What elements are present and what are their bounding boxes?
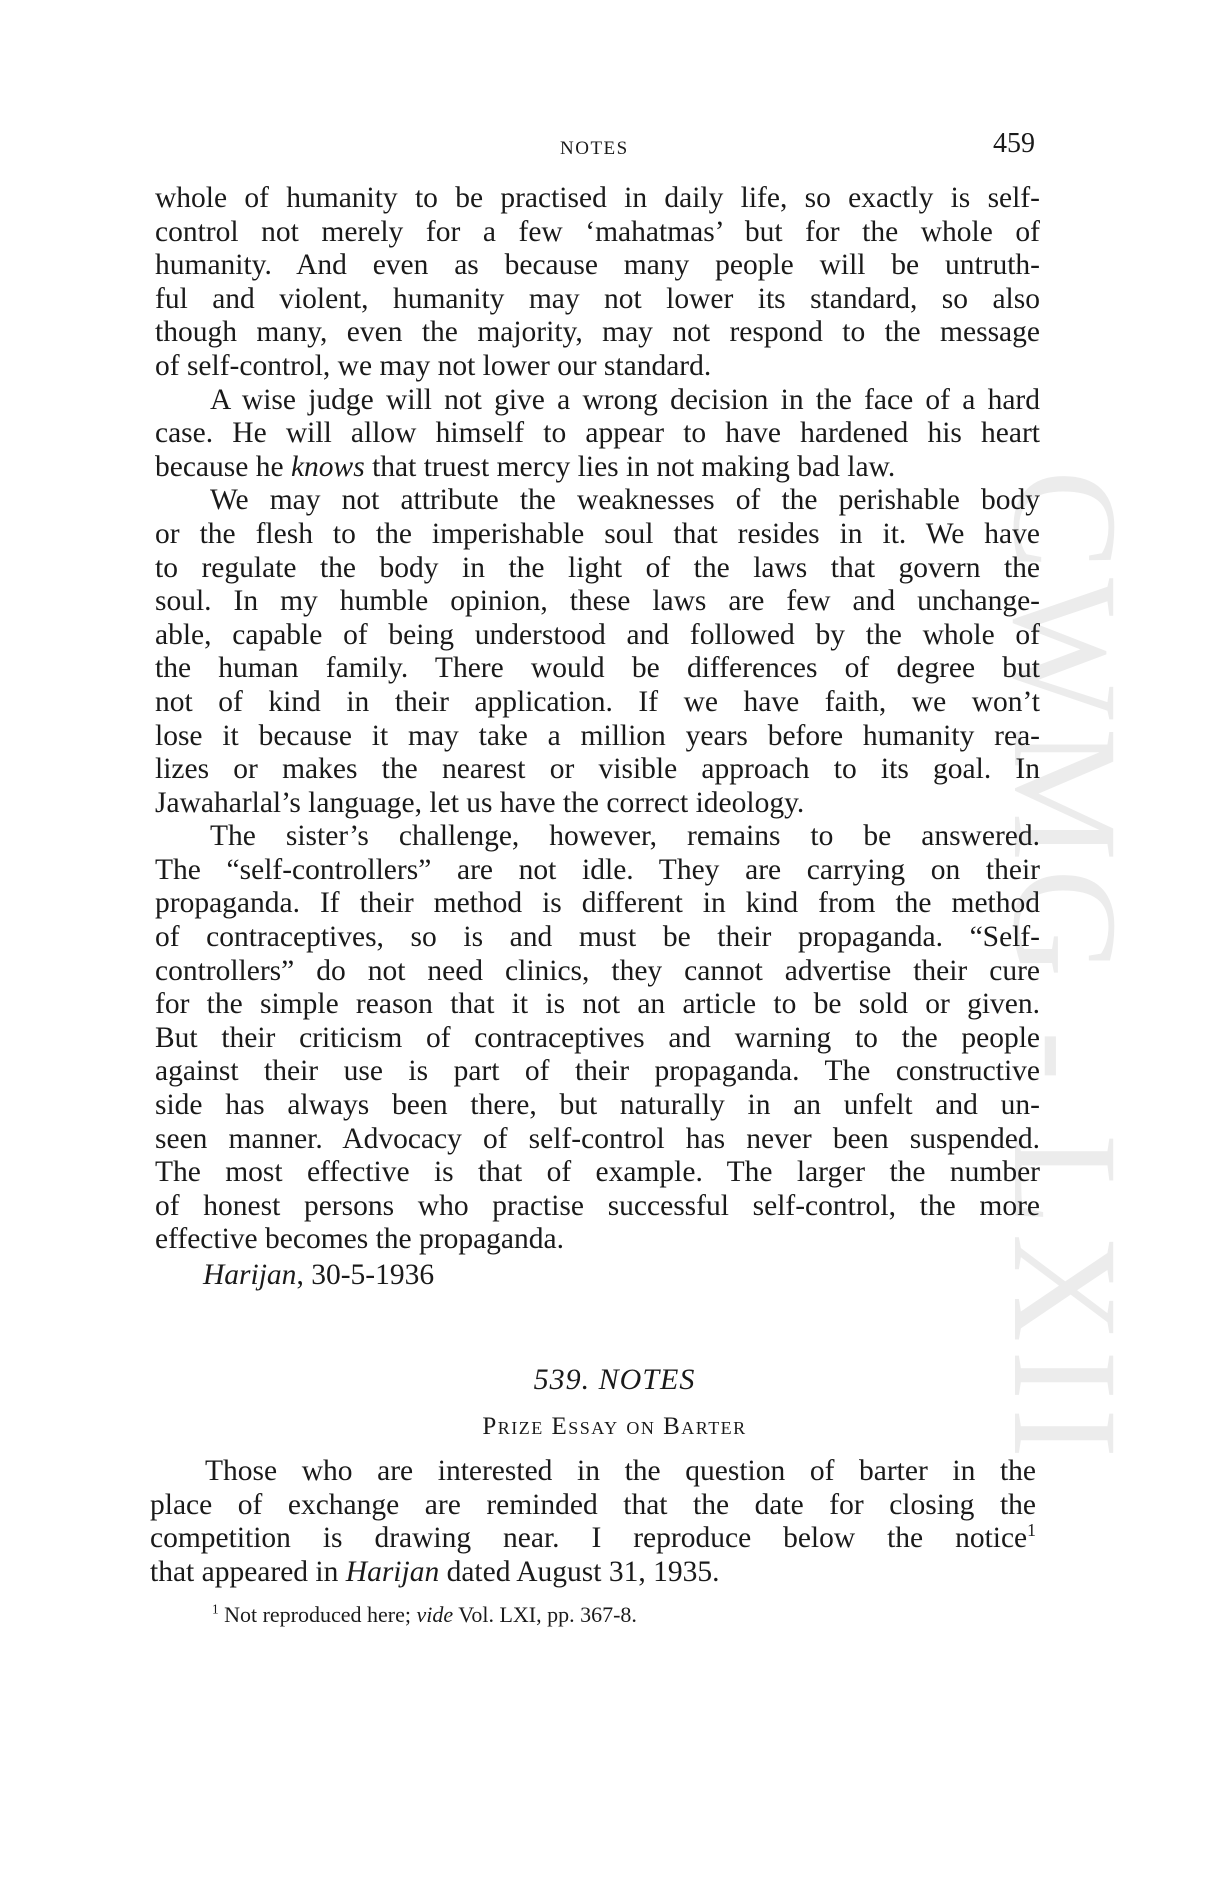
section-title: NOTES [598, 1363, 696, 1396]
text-line: whole of humanity to be practised in daily life, so exactly is self- [155, 182, 1040, 214]
text-line: the human family. There would be differences of degree but [155, 652, 1040, 685]
section-number: 539. [533, 1363, 591, 1396]
section-heading [0, 1363, 1229, 1397]
text-line: A wise judge will not give a wrong decision in the face of a hard [210, 383, 1040, 416]
text-line [150, 1556, 1036, 1590]
text-run: that truest mercy lies in not making bad law. [364, 450, 896, 483]
text-line: Those who are interested in the question of barter in the [205, 1455, 1036, 1487]
text-line: soul. In my humble opinion, these laws are few and unchange- [155, 585, 1040, 618]
page-number: 459 [993, 128, 1035, 159]
text-line: of contraceptives, so is and must be their propaganda. “Self- [155, 921, 1040, 954]
source-citation [155, 1259, 1040, 1293]
text-line: lose it because it may take a million years before humanity rea- [155, 719, 1040, 752]
source-publication: Harijan [203, 1259, 297, 1291]
paragraph-5 [150, 1455, 1036, 1589]
text-line: ful and violent, humanity may not lower its standard, so also [155, 282, 1040, 315]
running-head: NOTES [560, 138, 629, 159]
footnote-text: Vol. LXI, pp. 367-8. [453, 1602, 637, 1627]
text-line [150, 1522, 1036, 1556]
text-line: Jawaharlal’s language, let us have the correct ideology. [155, 786, 805, 819]
paragraph-1 [155, 182, 1040, 384]
footnote-emphasis: vide [416, 1602, 454, 1627]
footnote-marker: 1 [212, 1601, 219, 1617]
text-line: We may not attribute the weaknesses of the perishable body [210, 484, 1040, 517]
text-line [155, 451, 1040, 485]
text-line: of self-control, we may not lower our standard. [155, 349, 712, 382]
subheading: Prize Essay on Barter [482, 1413, 747, 1440]
footnote [212, 1602, 637, 1628]
text-line: The most effective is that of example. The larger the number [155, 1156, 1040, 1189]
text-line: effective becomes the propaganda. [155, 1223, 564, 1256]
text-line: for the simple reason that it is not an article to be sold or given. [155, 988, 1040, 1021]
watermark: CWMG - LXII [982, 470, 1148, 1467]
text-run: because he [155, 450, 291, 483]
text-line: The “self-controllers” are not idle. They are carrying on their [155, 853, 1040, 886]
text-line: not of kind in their application. If we have faith, we won’t [155, 685, 1040, 718]
text-line: humanity. And even as because many people will be untruth- [155, 249, 1040, 282]
text-line: or the flesh to the imperishable soul that resides in it. We have [155, 517, 1040, 550]
emphasis: knows [290, 450, 365, 483]
text-line: of honest persons who practise successful self-control, the more [155, 1189, 1040, 1222]
text-run: dated August 31, 1935. [439, 1555, 720, 1588]
emphasis: Harijan [345, 1555, 440, 1588]
text-line: seen manner. Advocacy of self-control has never been suspended. [155, 1122, 1040, 1155]
text-run: that appeared in [150, 1555, 346, 1588]
text-line: against their use is part of their propaganda. The constructive [155, 1055, 1040, 1088]
text-line: case. He will allow himself to appear to have hardened his heart [155, 417, 1040, 450]
source-date: , 30-5-1936 [296, 1259, 435, 1291]
text-line: control not merely for a few ‘mahatmas’ but for the whole of [155, 215, 1040, 248]
footnote-text: Not reproduced here; [218, 1602, 417, 1627]
text-line: side has always been there, but naturally in an unfelt and un- [155, 1089, 1040, 1122]
text-line: place of exchange are reminded that the date for closing the [150, 1488, 1036, 1521]
text-line: The sister’s challenge, however, remains to be answered. [210, 820, 1040, 853]
footnote-ref: 1 [1027, 1520, 1036, 1541]
text-run: competition is drawing near. I reproduce below the notice [150, 1522, 1028, 1555]
text-line: able, capable of being understood and followed by the whole of [155, 618, 1040, 651]
text-line: lizes or makes the nearest or visible approach to its goal. In [155, 753, 1040, 786]
text-line: propaganda. If their method is different in kind from the method [155, 887, 1040, 920]
section-text [150, 1455, 1036, 1589]
paragraph-4 [155, 820, 1040, 1257]
paragraph-2 [155, 384, 1040, 485]
text-line: to regulate the body in the light of the laws that govern the [155, 551, 1040, 584]
paragraph-3 [155, 484, 1040, 820]
text-line: controllers” do not need clinics, they cannot advertise their cure [155, 954, 1040, 987]
text-line: But their criticism of contraceptives and warning to the people [155, 1021, 1040, 1054]
main-text [155, 182, 1040, 1293]
text-line: though many, even the majority, may not respond to the message [155, 316, 1040, 349]
